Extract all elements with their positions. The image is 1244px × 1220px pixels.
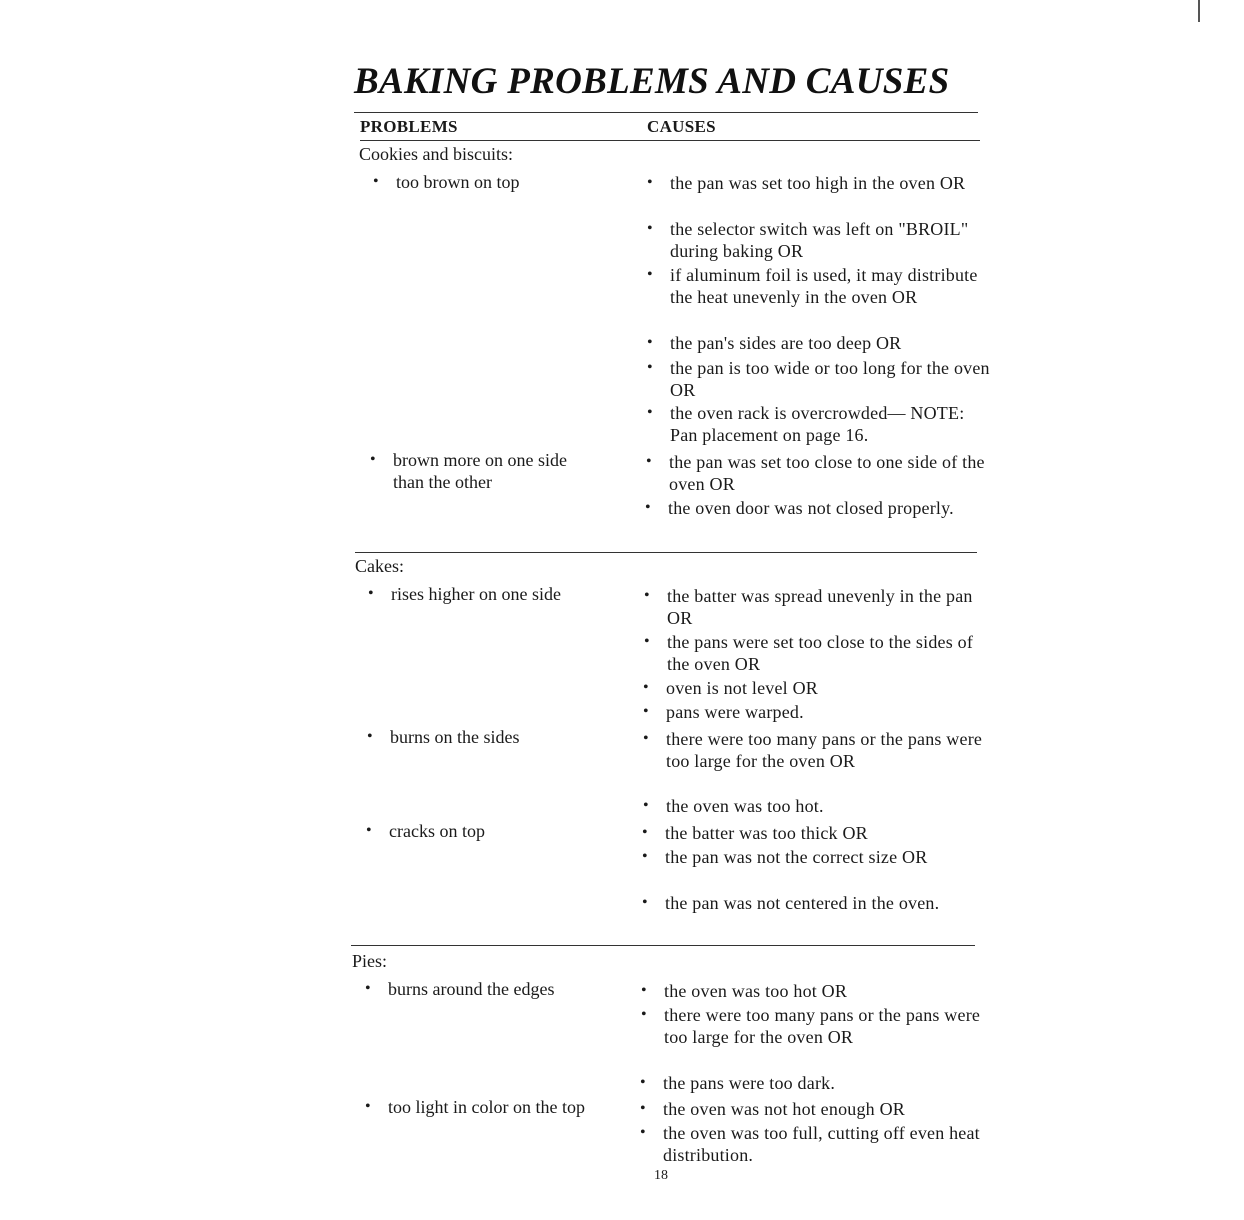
section-label-cookies: Cookies and biscuits: (359, 144, 513, 164)
cause-item: • the pan was set too high in the oven OR (647, 173, 966, 193)
cause-item: • the oven door was not closed properly. (645, 498, 954, 518)
problem-item: • cracks on top (366, 821, 485, 841)
cause-item: • pans were warped. (643, 702, 804, 722)
cause-item: • the pan was set too close to one side of the oven OR (646, 452, 985, 494)
cause-item: • oven is not level OR (643, 678, 818, 698)
cause-item: • the oven was too hot. (643, 796, 824, 816)
cause-item: • the oven was not hot enough OR (640, 1099, 905, 1119)
problem-item: • too brown on top (373, 172, 520, 192)
cause-item: • if aluminum foil is used, it may distribute the heat unevenly in the oven OR (647, 265, 978, 307)
problem-item: • brown more on one side than the other (370, 450, 567, 492)
cause-item: • the batter was spread unevenly in the pan OR (644, 586, 973, 628)
cause-item: • the pans were set too close to the sides of the oven OR (644, 632, 974, 674)
problem-item: • burns on the sides (367, 727, 520, 747)
cause-item: • the oven was too full, cutting off even heat distribution. (640, 1123, 980, 1165)
problem-item: • burns around the edges (365, 979, 555, 999)
cause-item: • the batter was too thick OR (642, 823, 868, 843)
section-divider (351, 945, 975, 946)
cause-item: • the pan is too wide or too long for the oven OR (647, 358, 990, 400)
cause-item: • the oven rack is overcrowded— NOTE: Pan placement on page 16. (647, 403, 965, 445)
page-number: 18 (654, 1168, 668, 1183)
cause-item: • the oven was too hot OR (641, 981, 848, 1001)
cause-item: • the selector switch was left on "BROIL" during baking OR (647, 219, 969, 261)
problem-item: • rises higher on one side (368, 584, 561, 604)
cause-item: • the pans were too dark. (640, 1073, 836, 1093)
section-divider (355, 552, 977, 553)
cause-item: • there were too many pans or the pans were too large for the oven OR (643, 729, 983, 771)
scan-edge-mark (1198, 0, 1200, 22)
header-rule (360, 140, 980, 141)
page-title: BAKING PROBLEMS AND CAUSES (354, 61, 950, 102)
section-label-pies: Pies: (352, 951, 388, 971)
problems-header: PROBLEMS (360, 117, 458, 136)
problem-item: • too light in color on the top (365, 1097, 585, 1117)
section-label-cakes: Cakes: (355, 556, 404, 576)
cause-item: • there were too many pans or the pans were too large for the oven OR (641, 1005, 981, 1047)
cause-item: • the pan was not centered in the oven. (642, 893, 940, 913)
title-rule (354, 112, 978, 113)
cause-item: • the pan was not the correct size OR (642, 847, 928, 867)
cause-item: • the pan's sides are too deep OR (647, 333, 902, 353)
causes-header: CAUSES (647, 117, 716, 136)
